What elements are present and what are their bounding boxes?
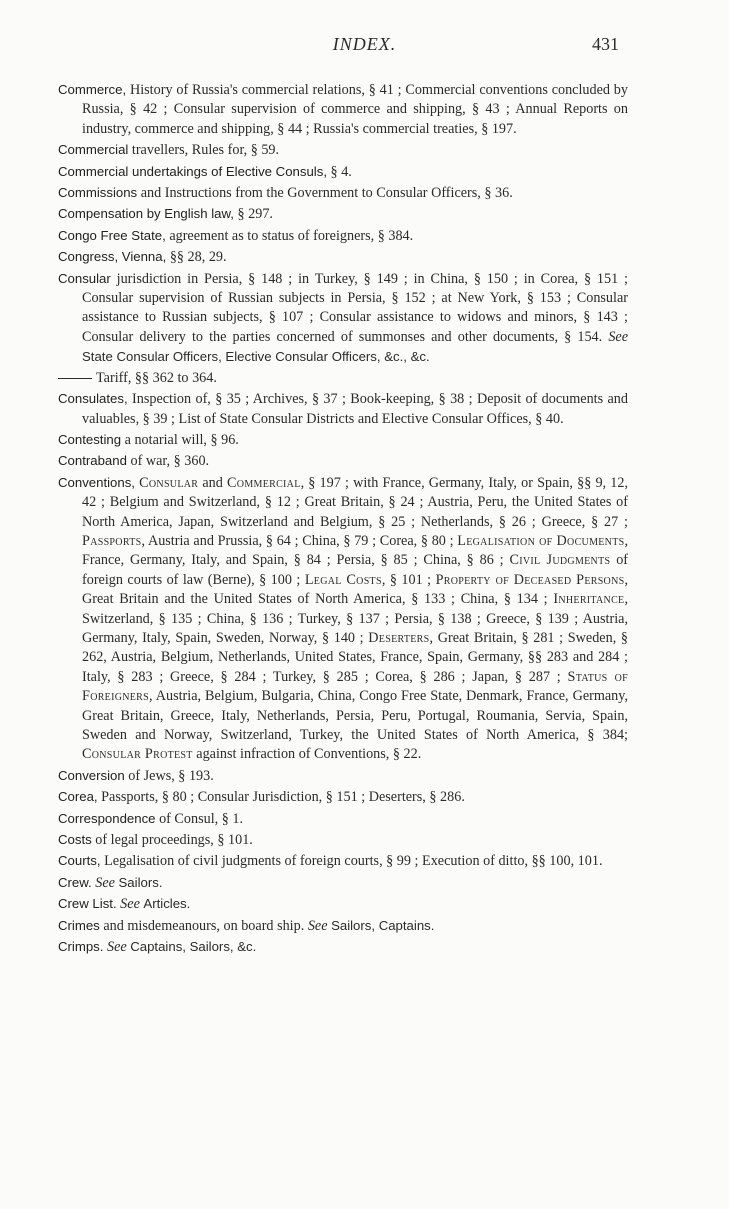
index-entry xyxy=(58,430,628,450)
running-title: INDEX. xyxy=(332,34,397,54)
small-caps-term: Deserters xyxy=(368,629,430,646)
index-entry xyxy=(58,937,628,957)
entry-head: Contesting xyxy=(58,431,122,447)
see-label: See xyxy=(95,874,115,891)
entry-head: Congo Free State, xyxy=(58,227,166,243)
index-entry xyxy=(58,851,628,871)
index-entry xyxy=(58,247,628,267)
entry-head: Crew List. xyxy=(58,896,117,912)
entry-text: History of Russia's commercial relations, § 41 ; Commercial conventions concluded by Russia, § 42 ; Consular supervision of commerce and shipping, § 43 ; Annual Reports on industry, commerce and shipping, § 44 ; Russia's commercial treaties, § 197. xyxy=(82,82,628,137)
entry-text: of Jews, § 193. xyxy=(124,767,214,784)
entry-text: agreement as to status of foreigners, § 384. xyxy=(165,227,414,244)
entry-head: Commerce, xyxy=(58,82,127,97)
see-label: See xyxy=(307,917,328,934)
entry-text: of war, § 360. xyxy=(126,453,210,470)
index-entry xyxy=(58,162,628,182)
see-label: See xyxy=(106,939,127,956)
index-entry xyxy=(58,451,628,471)
entry-text: Inspection of, § 35 ; Archives, § 37 ; Book-keeping, § 38 ; Deposit of documents and valuables, § 39 ; List of State Consular Districts and Elective Consular Offices, § 40. xyxy=(82,391,628,427)
see-label: See xyxy=(608,328,629,345)
entry-text: § 297. xyxy=(233,206,273,223)
entry-head: Commissions xyxy=(58,185,138,201)
entry-text: , Austria, Belgium, Bulgaria, China, Congo Free State, Denmark, France, Germany, Great Britain, Greece, Italy, Netherlands, Persia, Peru, Portugal, Roumania, Servia, Spain, Sweden and Norway, Switzerland, Turkey, the United States of North America, § 384; xyxy=(82,688,628,743)
index-entry xyxy=(58,226,628,246)
entry-text: travellers, Rules for, § 59. xyxy=(128,142,280,159)
index-entry xyxy=(58,766,628,786)
entry-text: , Great Britain, § 281 ; Sweden, § 262, Austria, Belgium, Netherlands, United States, France, Spain, Germany, §§ 283 and 284 ; Italy, § 283 ; Greece, § 284 ; Turkey, § 285 ; Corea, § 286 ; Japan, § 287 ; xyxy=(82,629,628,685)
entry-text: and xyxy=(198,474,228,491)
small-caps-term: Consular Protest xyxy=(82,746,193,763)
entry-text: , § 197 ; with France, Germany, Italy, or Spain, §§ 9, 12, 42 ; Belgium and Switzerland, § 12 ; Great Britain, § 24 ; Austria, Peru, the United States of North America, Japan, Switzerland and Belgium, § 25 ; Netherlands, § 26 ; Greece, § 27 ; xyxy=(82,474,628,530)
entry-head: Contraband xyxy=(58,453,127,469)
entry-text: of foreign courts of law (Berne), § 100 ; xyxy=(82,552,629,588)
index-entry-conventions xyxy=(58,473,628,765)
index-entry xyxy=(58,916,628,936)
index-entry xyxy=(58,269,628,368)
entry-text: , Austria and Prussia, § 64 ; China, § 79 ; Corea, § 80 ; xyxy=(141,532,458,549)
small-caps-term: Commercial xyxy=(227,474,301,491)
ditto-dash xyxy=(58,378,92,379)
page-header xyxy=(0,34,729,58)
entry-head: Correspondence xyxy=(58,810,156,826)
index-entry xyxy=(58,183,628,203)
index-entry xyxy=(58,809,628,829)
small-caps-term: Civil Judgments xyxy=(509,552,611,569)
index-entry xyxy=(58,873,628,893)
entry-text: §§ 28, 29. xyxy=(166,249,227,266)
entry-text: jurisdiction in Persia, § 148 ; in Turkey, § 149 ; in China, § 150 ; in Corea, § 151 ; Consular supervision of Russian subjects in Persia, § 152 ; at New York, § 153 ; Consular assistance to Russian subjects, § 107 ; Consular assistance to widows and minors, § 143 ; Consular delivery to the parties concerned of summonses and other documents, § 154. xyxy=(82,270,628,345)
entry-head: Conversion xyxy=(58,767,125,783)
entry-text: and Instructions from the Government to Consular Officers, § 36. xyxy=(137,185,513,202)
entry-head: Conventions, xyxy=(58,474,135,490)
entry-text: of Consul, § 1. xyxy=(155,810,244,827)
small-caps-term: Property of Deceased Persons xyxy=(435,571,625,588)
entry-head: Compensation by English law, xyxy=(58,206,234,222)
entry-head: Costs xyxy=(58,832,92,848)
entry-head: Corea, xyxy=(58,789,98,805)
entry-head: Crimps. xyxy=(58,939,104,955)
entry-text: Legalisation of civil judgments of foreign courts, § 99 ; Execution of ditto, §§ 100, 101. xyxy=(100,853,603,870)
entry-text: § 4. xyxy=(327,163,352,180)
page-number: 431 xyxy=(592,34,619,54)
index-entry xyxy=(58,80,628,139)
entry-text: , France, Germany, Italy, and Spain, § 84 ; Persia, § 85 ; China, § 86 ; xyxy=(82,532,629,569)
entry-head: Consulates, xyxy=(58,391,128,407)
index-entry xyxy=(58,894,628,914)
entry-text: Passports, § 80 ; Consular Jurisdiction, § 151 ; Deserters, § 286. xyxy=(97,789,465,806)
entry-text: , § 101 ; xyxy=(381,571,436,588)
see-label: See xyxy=(120,896,140,913)
small-caps-term: Inheritance xyxy=(553,591,625,608)
entry-text: , Great Britain and the United States of North America, § 133 ; China, § 134 ; xyxy=(82,571,629,608)
index-subentry xyxy=(58,369,628,388)
index-entry xyxy=(58,830,628,850)
cross-reference: Captains, Sailors, &c. xyxy=(130,939,257,955)
entry-head: Crew. xyxy=(58,874,92,890)
cross-reference: Articles. xyxy=(143,896,191,912)
entry-text: of legal proceedings, § 101. xyxy=(91,832,253,849)
small-caps-term: Legal Costs xyxy=(304,571,382,588)
small-caps-term: Consular xyxy=(139,474,199,491)
cross-reference: State Consular Officers, Elective Consular Officers, &c., &c. xyxy=(82,349,430,365)
index-entry xyxy=(58,787,628,807)
entry-head: Commercial undertakings of Elective Consuls, xyxy=(58,163,327,179)
entry-head: Commercial xyxy=(58,142,129,158)
index-entry xyxy=(58,140,628,160)
small-caps-term: Passports xyxy=(82,532,142,549)
entry-text: and misdemeanours, on board ship. xyxy=(99,917,308,934)
index-entry xyxy=(58,389,628,429)
entry-text: a notarial will, § 96. xyxy=(121,431,239,448)
cross-reference: Sailors. xyxy=(118,874,163,890)
index-entry xyxy=(58,204,628,224)
entry-text: , Switzerland, § 135 ; China, § 136 ; Turkey, § 137 ; Persia, § 138 ; Greece, § 139 ; Austria, Germany, Italy, Spain, Sweden, Norway, § 140 ; xyxy=(82,591,628,646)
small-caps-term: Legalisation of Documents xyxy=(457,532,625,549)
index-entries xyxy=(58,80,628,958)
entry-text: against infraction of Conventions, § 22. xyxy=(192,746,422,763)
entry-text: Tariff, §§ 362 to 364. xyxy=(96,369,217,386)
entry-head: Congress, Vienna, xyxy=(58,249,167,265)
entry-head: Crimes xyxy=(58,917,100,933)
entry-head: Courts, xyxy=(58,853,101,869)
cross-reference: Sailors, Captains. xyxy=(331,917,435,933)
entry-head: Consular xyxy=(58,270,111,286)
small-caps-term: Status of Foreigners xyxy=(82,668,628,705)
